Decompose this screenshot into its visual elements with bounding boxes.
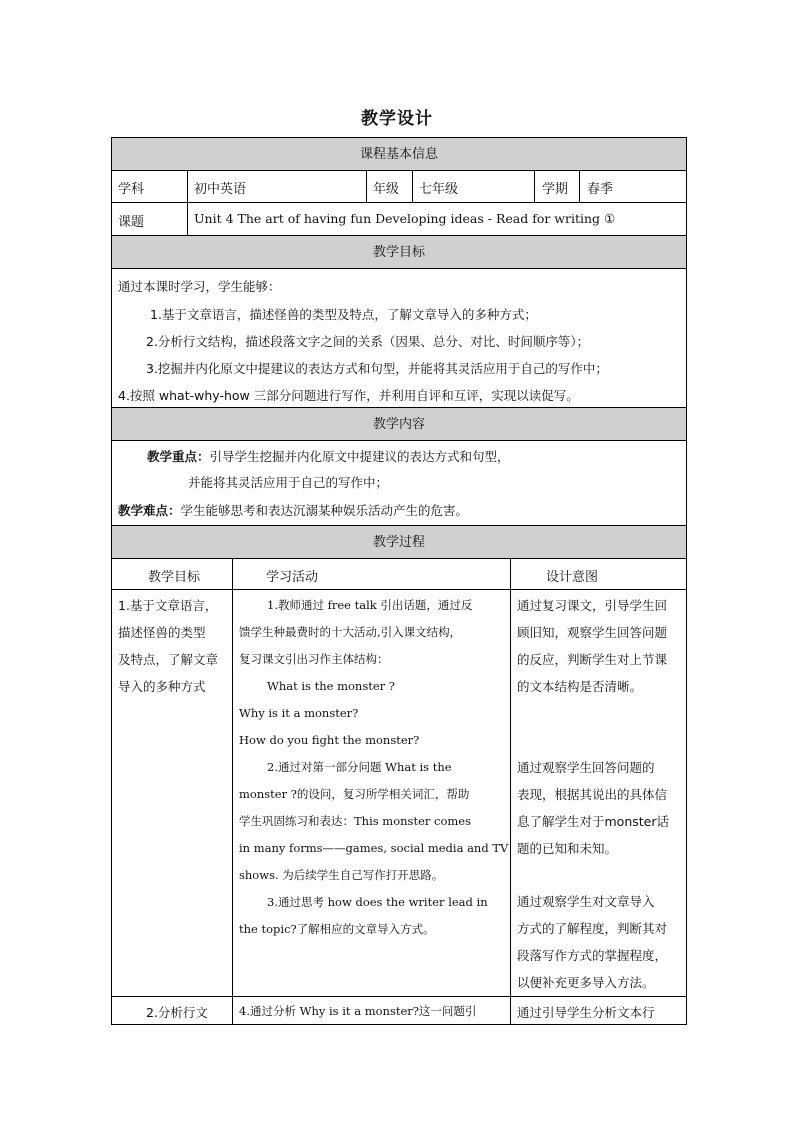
activity-line: 学生巩固练习和表达：This monster comes — [239, 814, 472, 828]
process-header-goal: 教学目标 — [148, 570, 201, 585]
grade-value: 七年级 — [419, 182, 459, 197]
row2-activity: 4.通过分析 Why is it a monster?这一问题引 — [239, 1004, 477, 1018]
difficulty-point — [118, 501, 468, 519]
intent-line: 通过观察学生对文章导入 — [517, 894, 655, 909]
row2-goal: 2.分析行文 — [146, 1005, 208, 1020]
activity-line: What is the monster ? — [267, 679, 395, 693]
activity-line: 馈学生种最费时的十大活动,引入课文结构， — [239, 625, 462, 639]
activity-line: shows. 为后续学生自己写作打开思路。 — [239, 868, 444, 882]
row1-intent-a — [517, 592, 667, 700]
activity-line: the topic?了解相应的文章导入方式。 — [239, 922, 435, 936]
intent-line: 的文本结构是否清晰。 — [517, 679, 643, 694]
row1-goal-line: 导入的多种方式 — [118, 679, 206, 694]
activity-line: 复习课文引出习作主体结构： — [239, 652, 389, 666]
key-point-text: 引导学生挖掘并内化原文中提建议的表达方式和句型， — [209, 449, 510, 464]
intent-line: 段落写作方式的掌握程度， — [517, 948, 668, 963]
objective-item: 3.挖掘并内化原文中提建议的表达方式和句型，并能将其灵活应用于自己的写作中； — [146, 361, 608, 376]
row1-goal-line: 描述怪兽的类型 — [118, 625, 206, 640]
difficulty-text: 学生能够思考和表达沉溺某种娱乐活动产生的危害。 — [180, 503, 469, 518]
key-point-label: 教学重点： — [147, 449, 210, 464]
activity-line: How do you fight the monster? — [239, 733, 420, 747]
subject-value: 初中英语 — [194, 182, 247, 197]
row1-goal — [118, 592, 218, 700]
intent-line: 的反应，判断学生对上节课 — [517, 652, 668, 667]
intent-line: 以便补充更多导入方法。 — [517, 975, 655, 990]
intent-line: 题的已知和未知。 — [517, 841, 618, 856]
intent-line: 通过复习课文，引导学生回 — [517, 598, 668, 613]
term-label: 学期 — [542, 182, 569, 197]
difficulty-label: 教学难点： — [118, 503, 181, 518]
term-value: 春季 — [587, 182, 614, 197]
section-header-basic-info: 课程基本信息 — [111, 137, 687, 171]
row2-intent: 通过引导学生分析文本行 — [517, 1005, 655, 1020]
process-header-intent: 设计意图 — [546, 570, 599, 585]
grade-label: 年级 — [373, 182, 400, 197]
row1-intent-c — [517, 888, 667, 996]
objective-item: 1.基于文章语言，描述怪兽的类型及特点，了解文章导入的多种方式； — [150, 307, 537, 322]
section-header-process: 教学过程 — [111, 525, 687, 559]
topic-label: 课题 — [118, 215, 145, 230]
process-header-activity: 学习活动 — [266, 570, 319, 585]
activity-line: 1.教师通过 free talk 引出话题，通过反 — [267, 598, 473, 612]
row1-intent-b — [517, 754, 669, 862]
activity-line: Why is it a monster? — [239, 706, 359, 720]
section-header-objectives: 教学目标 — [111, 235, 687, 269]
objectives-intro: 通过本课时学习，学生能够： — [118, 279, 281, 294]
key-point-continued: 并能将其灵活应用于自己的写作中； — [188, 475, 389, 490]
intent-line: 方式的了解程度，判断其对 — [517, 921, 668, 936]
intent-line: 表现，根据其说出的具体信 — [517, 787, 668, 802]
row1-activity — [239, 592, 508, 943]
activity-line: 3.通过思考 how does the writer lead in — [267, 895, 488, 909]
row1-goal-line: 及特点，了解文章 — [118, 652, 219, 667]
subject-label: 学科 — [118, 182, 145, 197]
intent-line: 通过观察学生回答问题的 — [517, 760, 655, 775]
section-header-content: 教学内容 — [111, 407, 687, 441]
activity-line: monster ?的设问，复习所学相关词汇，帮助 — [239, 787, 470, 801]
intent-line: 息了解学生对于monster话 — [517, 814, 669, 829]
activity-line: in many forms——games, social media and TV — [239, 841, 509, 855]
page-title: 教学设计 — [361, 109, 433, 129]
objective-item: 2.分析行文结构，描述段落文字之间的关系（因果、总分、对比、时间顺序等）； — [146, 334, 590, 349]
key-point — [147, 447, 510, 465]
intent-line: 顾旧知，观察学生回答问题 — [517, 625, 668, 640]
objective-item: 4.按照 what-why-how 三部分问题进行写作，并利用自评和互评，实现以读促写。 — [118, 388, 579, 403]
topic-value: Unit 4 The art of having fun Developing ideas - Read for writing ① — [194, 211, 616, 226]
activity-line: 2.通过对第一部分问题 What is the — [267, 760, 452, 774]
row1-goal-line: 1.基于文章语言， — [118, 598, 218, 613]
